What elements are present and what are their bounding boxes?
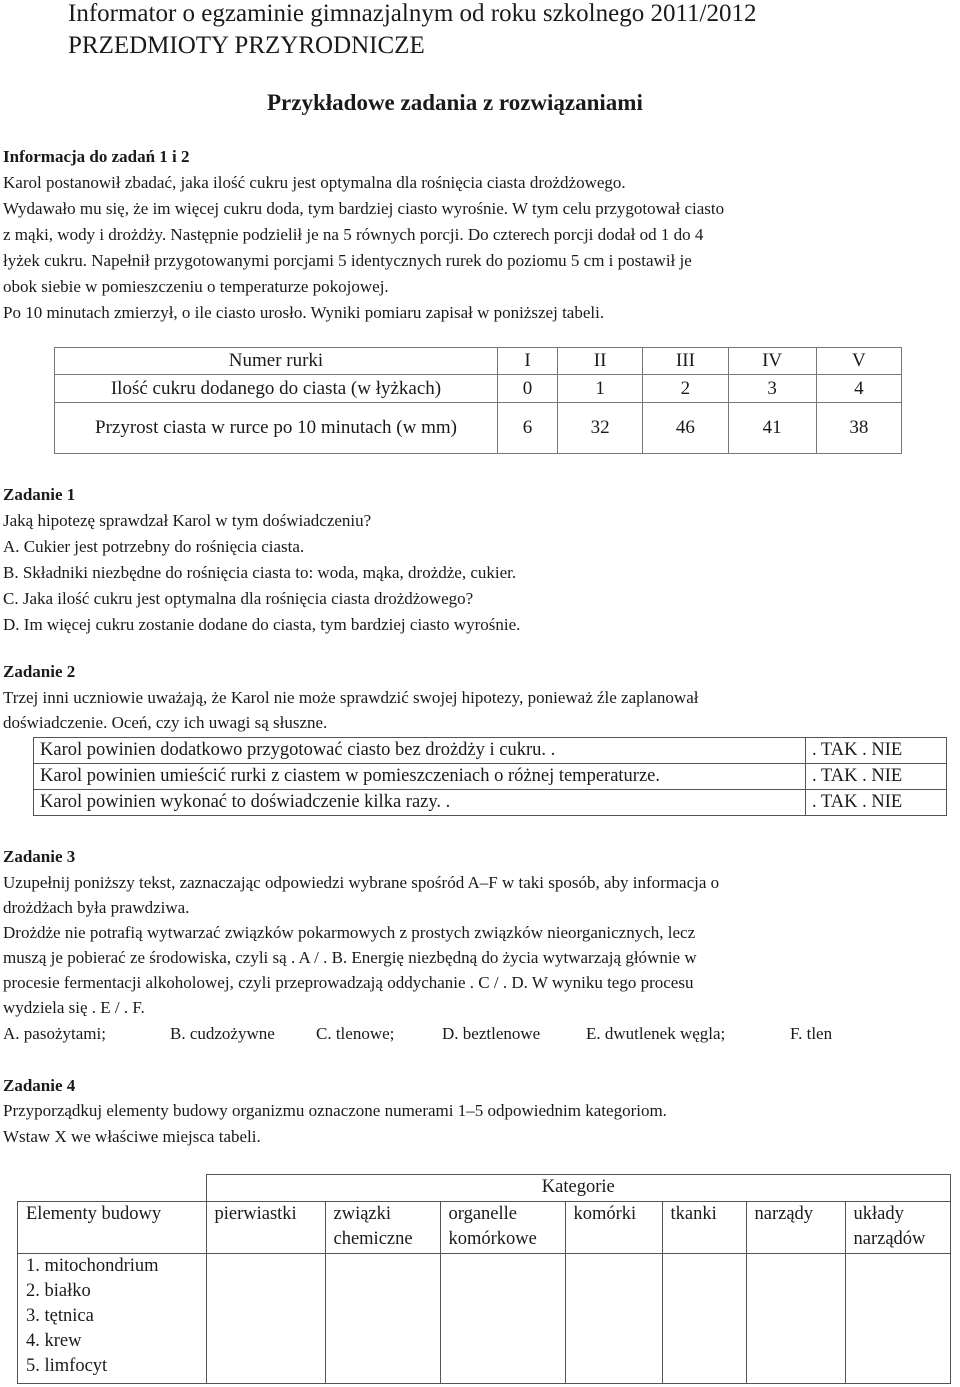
- table-cell: 32: [557, 403, 642, 454]
- results-table: [54, 347, 902, 454]
- table-row: [34, 764, 947, 790]
- table-cell: 4: [816, 375, 901, 403]
- answer-cell[interactable]: [746, 1254, 845, 1384]
- category-col: [206, 1202, 325, 1254]
- tak-nie-choice[interactable]: . TAK . NIE: [806, 738, 947, 764]
- category-label: chemiczne: [333, 1229, 413, 1249]
- info-line: łyżek cukru. Napełnił przygotowanymi porcjami 5 identycznych rurek do poziomu 5 cm i postawił je: [3, 251, 692, 270]
- task3-option-c[interactable]: C. tlenowe;: [316, 1024, 395, 1043]
- task3-title: Zadanie 3: [3, 847, 76, 866]
- table-row: [18, 1175, 951, 1202]
- info-line: z mąki, wody i drożdży. Następnie podzielił je na 5 równych porcji. Do czterech porcji dodał od 1 do 4: [3, 225, 704, 244]
- task3-option-b[interactable]: B. cudzożywne: [170, 1024, 275, 1043]
- task1-option-b[interactable]: B. Składniki niezbędne do rośnięcia ciasta to: woda, mąka, drożdże, cukier.: [3, 563, 517, 582]
- row-label: Numer rurki: [55, 348, 498, 375]
- category-label: układy: [853, 1204, 904, 1224]
- task2-line: Trzej inni uczniowie uważają, że Karol nie może sprawdzić swojej hipotezy, ponieważ źle zaplanował: [3, 688, 699, 707]
- section-title: Przykładowe zadania z rozwiązaniami: [267, 90, 643, 115]
- table-row: [34, 738, 947, 764]
- task1-title: Zadanie 1: [3, 485, 76, 504]
- table-row: [18, 1254, 951, 1384]
- info-title: Informacja do zadań 1 i 2: [3, 147, 190, 166]
- task3-line: Uzupełnij poniższy tekst, zaznaczając odpowiedzi wybrane spośród A–F w taki sposób, aby informacja o: [3, 873, 720, 892]
- task3-option-a[interactable]: A. pasożytami;: [3, 1024, 106, 1043]
- empty-corner: [18, 1175, 207, 1202]
- answer-cell[interactable]: [440, 1254, 565, 1384]
- table-cell: 46: [643, 403, 728, 454]
- table-cell: II: [557, 348, 642, 375]
- table-cell: V: [816, 348, 901, 375]
- document-header-title: Informator o egzaminie gimnazjalnym od roku szkolnego 2011/2012: [68, 0, 757, 27]
- category-label: komórki: [573, 1204, 637, 1224]
- element-item: 5. limfocyt: [26, 1356, 108, 1376]
- task2-title: Zadanie 2: [3, 662, 76, 681]
- task1-option-a[interactable]: A. Cukier jest potrzebny do rośnięcia ciasta.: [3, 537, 305, 556]
- task4-title: Zadanie 4: [3, 1076, 76, 1095]
- task3-option-e[interactable]: E. dwutlenek węgla;: [586, 1024, 726, 1043]
- category-col: [565, 1202, 662, 1254]
- category-label: tkanki: [670, 1204, 717, 1224]
- table-cell: 2: [643, 375, 728, 403]
- table-cell: 1: [557, 375, 642, 403]
- element-item: 4. krew: [26, 1331, 82, 1351]
- table-cell: IV: [728, 348, 816, 375]
- task3-line: drożdżach była prawdziwa.: [3, 898, 190, 917]
- answer-cell[interactable]: [206, 1254, 325, 1384]
- table-cell: 41: [728, 403, 816, 454]
- table-cell: I: [498, 348, 558, 375]
- category-label: związki: [333, 1204, 392, 1224]
- answer-cell[interactable]: [565, 1254, 662, 1384]
- task4-line: Wstaw X we właściwe miejsca tabeli.: [3, 1127, 261, 1146]
- task2-table: [33, 737, 947, 816]
- task2-line: doświadczenie. Oceń, czy ich uwagi są słuszne.: [3, 713, 328, 732]
- answer-cell[interactable]: [845, 1254, 951, 1384]
- table-row: [55, 403, 902, 454]
- task3-option-f[interactable]: F. tlen: [790, 1024, 833, 1043]
- classification-table: [17, 1174, 951, 1384]
- task3-line: wydziela się . E / . F.: [3, 998, 145, 1017]
- category-col: [440, 1202, 565, 1254]
- category-label: organelle: [448, 1204, 517, 1224]
- element-item: 3. tętnica: [26, 1306, 94, 1326]
- table-row: [34, 790, 947, 816]
- table-row: [55, 375, 902, 403]
- element-item: 2. białko: [26, 1281, 91, 1301]
- task3-option-d[interactable]: D. beztlenowe: [442, 1024, 541, 1043]
- table-row: [55, 348, 902, 375]
- category-label: komórkowe: [448, 1229, 537, 1249]
- category-header: Kategorie: [206, 1175, 951, 1202]
- elements-list: [18, 1254, 207, 1384]
- table-cell: III: [643, 348, 728, 375]
- element-item: 1. mitochondrium: [26, 1256, 159, 1276]
- document-header-subject: PRZEDMIOTY PRZYRODNICZE: [68, 32, 425, 59]
- task1-option-c[interactable]: C. Jaka ilość cukru jest optymalna dla rośnięcia ciasta drożdżowego?: [3, 589, 474, 608]
- task4-line: Przyporządkuj elementy budowy organizmu oznaczone numerami 1–5 odpowiednim kategoriom.: [3, 1101, 667, 1120]
- table-cell: 3: [728, 375, 816, 403]
- tak-nie-choice[interactable]: . TAK . NIE: [806, 764, 947, 790]
- category-col: [662, 1202, 746, 1254]
- statement-cell: Karol powinien wykonać to doświadczenie kilka razy. .: [34, 790, 806, 816]
- category-label: narządy: [754, 1204, 814, 1224]
- info-line: Wydawało mu się, że im więcej cukru doda, tym bardziej ciasto wyrośnie. W tym celu przygotował ciasto: [3, 199, 725, 218]
- row-label: Ilość cukru dodanego do ciasta (w łyżkach): [55, 375, 498, 403]
- category-label: pierwiastki: [214, 1204, 297, 1224]
- tak-nie-choice[interactable]: . TAK . NIE: [806, 790, 947, 816]
- elements-header: Elementy budowy: [18, 1202, 207, 1254]
- category-label: narządów: [853, 1229, 926, 1249]
- task1-question: Jaką hipotezę sprawdzał Karol w tym doświadczeniu?: [3, 511, 372, 530]
- info-line: Po 10 minutach zmierzył, o ile ciasto urosło. Wyniki pomiaru zapisał w poniższej tabeli.: [3, 303, 605, 322]
- statement-cell: Karol powinien dodatkowo przygotować ciasto bez drożdży i cukru. .: [34, 738, 806, 764]
- category-col: [845, 1202, 951, 1254]
- table-cell: 38: [816, 403, 901, 454]
- answer-cell[interactable]: [662, 1254, 746, 1384]
- table-row: [18, 1202, 951, 1254]
- task3-line: procesie fermentacji alkoholowej, czyli przeprowadzają oddychanie . C / . D. W wyniku tego procesu: [3, 973, 694, 992]
- task3-line: Drożdże nie potrafią wytwarzać związków pokarmowych z prostych związków nieorganicznych, lecz: [3, 923, 696, 942]
- answer-cell[interactable]: [325, 1254, 440, 1384]
- statement-cell: Karol powinien umieścić rurki z ciastem w pomieszczeniach o różnej temperaturze.: [34, 764, 806, 790]
- table-cell: 0: [498, 375, 558, 403]
- info-line: obok siebie w pomieszczeniu o temperaturze pokojowej.: [3, 277, 389, 296]
- info-line: Karol postanowił zbadać, jaka ilość cukru jest optymalna dla rośnięcia ciasta drożdżowego.: [3, 173, 626, 192]
- category-col: [746, 1202, 845, 1254]
- category-col: [325, 1202, 440, 1254]
- task1-option-d[interactable]: D. Im więcej cukru zostanie dodane do ciasta, tym bardziej ciasto wyrośnie.: [3, 615, 521, 634]
- row-label: Przyrost ciasta w rurce po 10 minutach (w mm): [55, 403, 498, 454]
- table-cell: 6: [498, 403, 558, 454]
- task3-line: muszą je pobierać ze środowiska, czyli są . A / . B. Energię niezbędną do życia wytwarzają głównie w: [3, 948, 697, 967]
